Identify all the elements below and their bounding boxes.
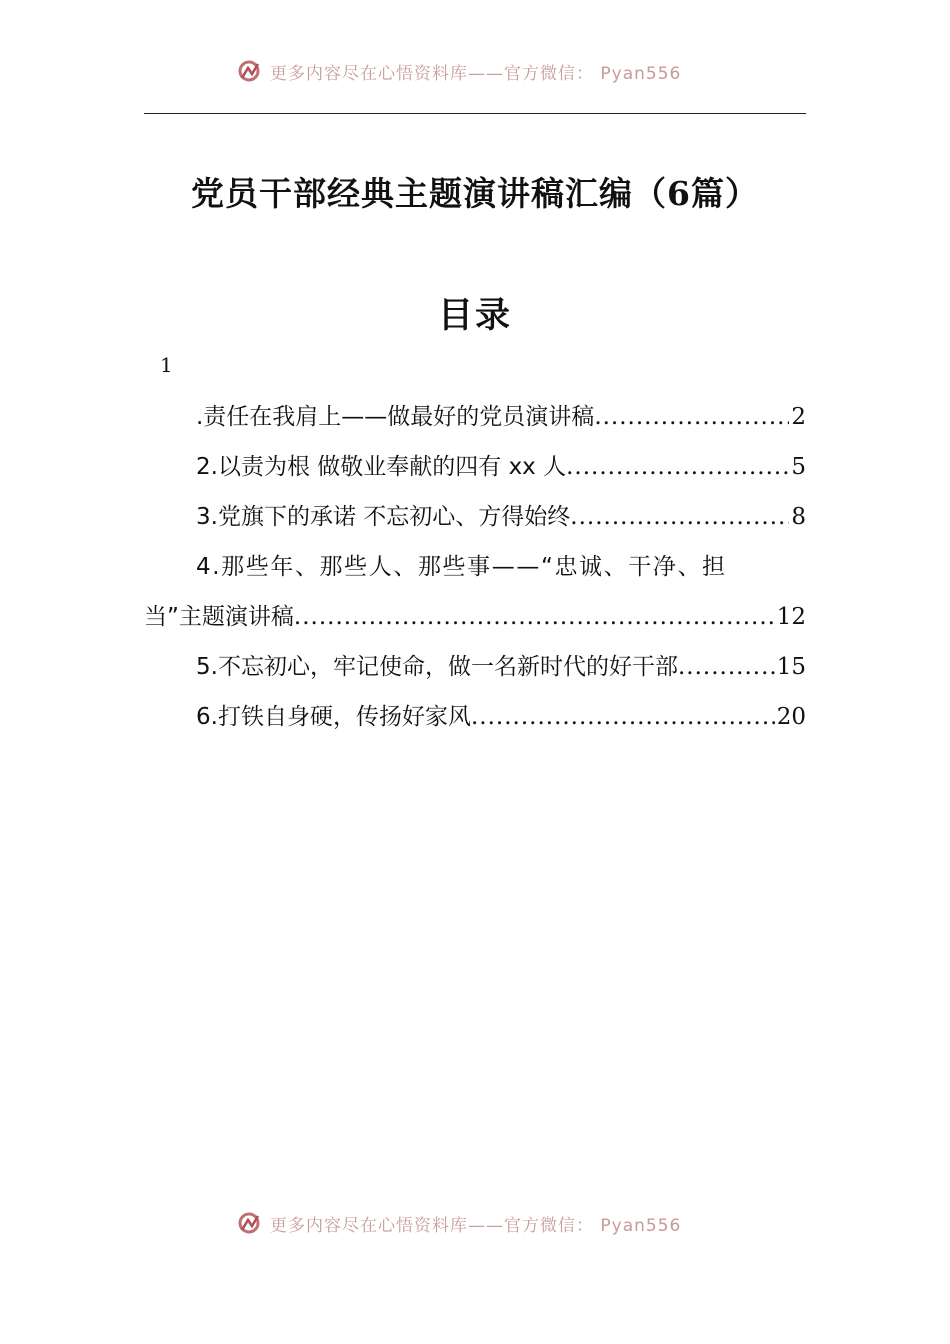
toc-entry-text: 4.那些年、那些人、那些事——“忠诚、干净、担 (196, 554, 727, 580)
toc-leader (471, 692, 775, 742)
toc-entry-1[interactable] (144, 392, 806, 442)
toc-leader (294, 592, 775, 642)
watermark-footer (236, 1208, 716, 1238)
toc-entry-text: 2.以责为根 做敬业奉献的四有 xx 人 (196, 454, 567, 480)
toc-entry-page: 5 (791, 454, 806, 480)
toc-entry-3[interactable] (144, 492, 806, 542)
watermark-text: 更多内容尽在心悟资料库——官方微信： Pyan556 (270, 1215, 682, 1236)
toc-leader (594, 392, 789, 442)
watermark-logo-icon (236, 58, 262, 84)
toc-entry-page: 15 (776, 654, 806, 680)
header-rule (144, 113, 806, 114)
toc-leader (566, 442, 789, 492)
toc-entry-text: 3.党旗下的承诺 不忘初心、方得始终 (196, 504, 571, 530)
watermark-logo-icon (236, 1210, 262, 1236)
toc-heading: 目录 (437, 295, 512, 336)
toc-leader (570, 492, 789, 542)
toc-entry-6[interactable] (144, 692, 806, 742)
toc-entry-2[interactable] (144, 442, 806, 492)
toc-entry-text: 5.不忘初心，牢记使命，做一名新时代的好干部 (196, 654, 678, 680)
page-marker: 1 (160, 353, 173, 377)
toc-entry-4-line-1[interactable] (144, 542, 806, 592)
toc-entry-text: 6.打铁自身硬，传扬好家风 (196, 704, 471, 730)
toc-entry-5[interactable] (144, 642, 806, 692)
watermark-header (236, 56, 716, 86)
toc-entry-4-line-2[interactable] (144, 592, 806, 642)
toc-entry-page: 2 (791, 404, 806, 430)
toc-entry-page: 8 (791, 504, 806, 530)
document-title: 党员干部经典主题演讲稿汇编（6篇） (191, 174, 759, 213)
table-of-contents (144, 392, 806, 742)
toc-entry-text: .责任在我肩上——做最好的党员演讲稿 (196, 404, 595, 430)
toc-leader (678, 642, 775, 692)
toc-entry-page: 20 (776, 704, 806, 730)
toc-entry-text: 当”主题演讲稿 (144, 604, 294, 630)
toc-entry-page: 12 (776, 604, 806, 630)
watermark-text: 更多内容尽在心悟资料库——官方微信： Pyan556 (270, 63, 682, 84)
